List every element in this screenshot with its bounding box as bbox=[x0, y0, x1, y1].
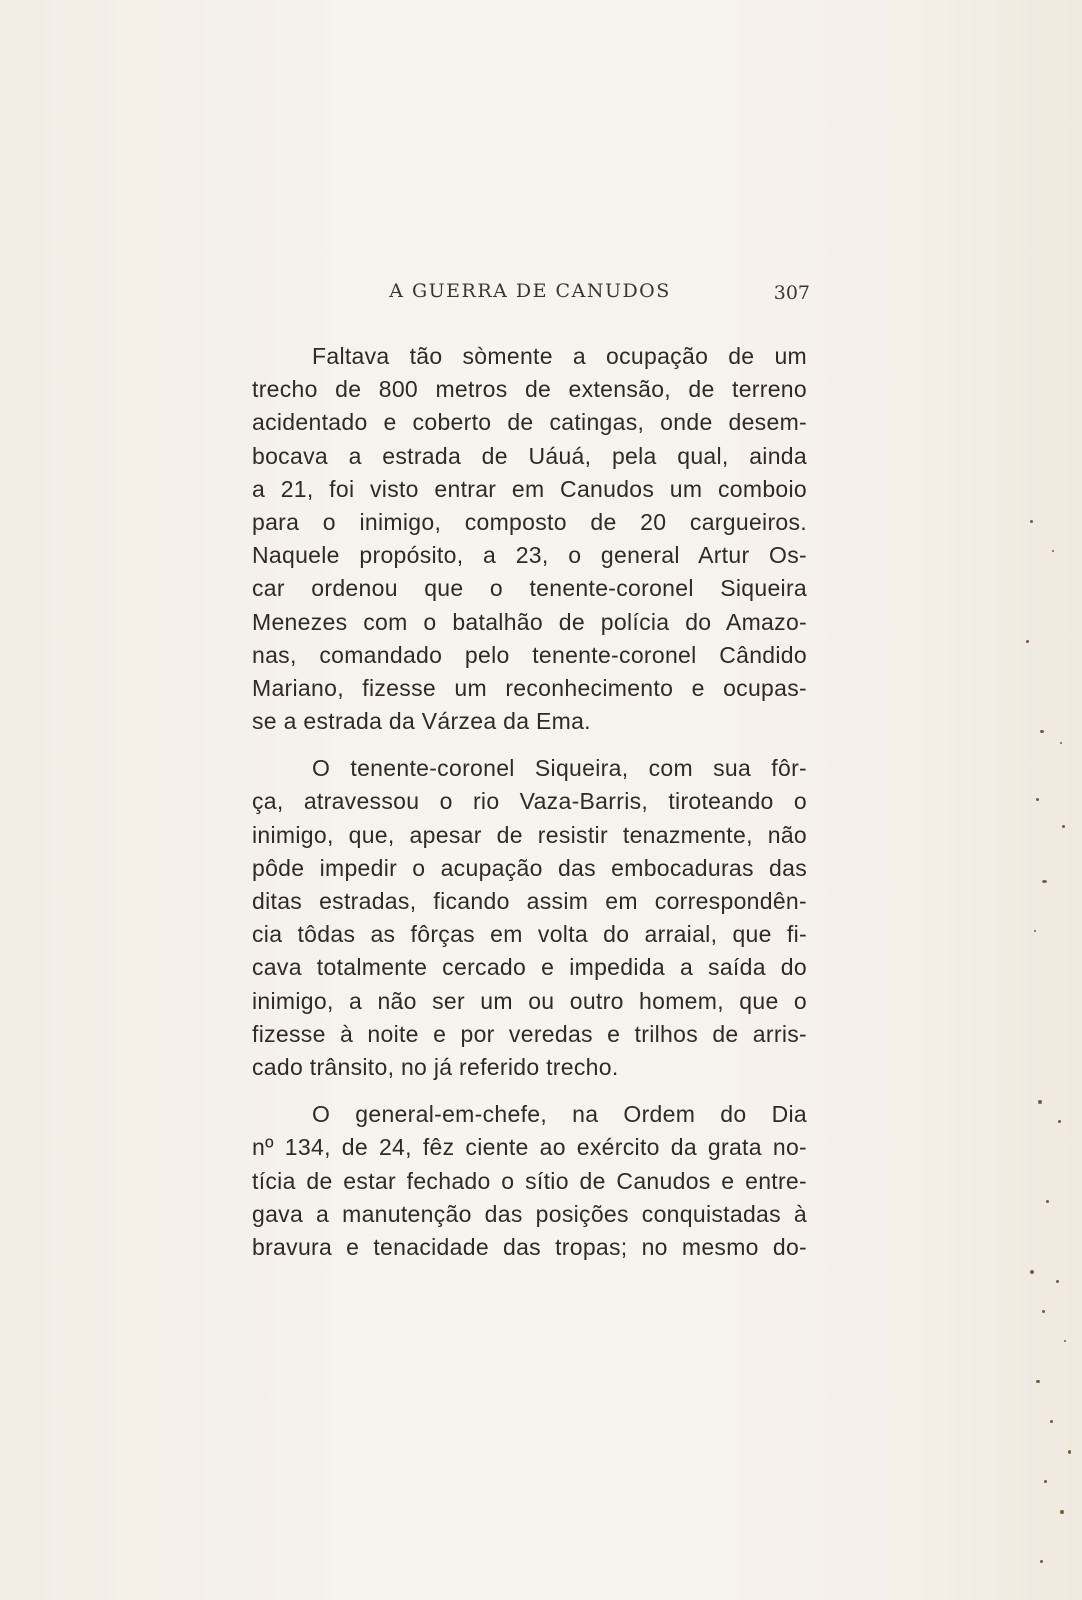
text-line: pôde impedir o acupação das embocaduras das bbox=[252, 854, 807, 881]
running-title: A GUERRA DE CANUDOS bbox=[389, 280, 671, 302]
foxing-speck bbox=[1042, 1310, 1045, 1313]
text-line: inimigo, que, apesar de resistir tenazmente, não bbox=[252, 821, 807, 848]
foxing-speck bbox=[1036, 798, 1039, 801]
foxing-speck bbox=[1042, 880, 1047, 883]
text-line: car ordenou que o tenente-coronel Siqueira bbox=[252, 575, 807, 602]
text-line: ça, atravessou o rio Vaza-Barris, tiroteando o bbox=[252, 788, 807, 815]
paragraph-3 bbox=[252, 1098, 807, 1264]
foxing-speck bbox=[1044, 1480, 1047, 1483]
page-number: 307 bbox=[773, 282, 810, 304]
running-header bbox=[250, 274, 810, 314]
text-line: bravura e tenacidade das tropas; no mesmo do- bbox=[252, 1233, 807, 1260]
foxing-speck bbox=[1038, 1100, 1042, 1104]
text-line: tícia de estar fechado o sítio de Canudos e entre- bbox=[252, 1167, 807, 1194]
foxing-speck bbox=[1064, 1340, 1066, 1342]
foxing-speck bbox=[1046, 1200, 1049, 1203]
text-line: Faltava tão sòmente a ocupação de um bbox=[312, 343, 807, 369]
text-line: cia tôdas as fôrças em volta do arraial, que fi- bbox=[252, 921, 807, 948]
paragraph-1 bbox=[252, 340, 807, 738]
text-line: se a estrada da Várzea da Ema. bbox=[252, 708, 591, 735]
foxing-speck bbox=[1060, 742, 1062, 744]
paragraph-2 bbox=[252, 752, 807, 1084]
foxing-speck bbox=[1036, 1380, 1040, 1383]
text-line: Naquele propósito, a 23, o general Artur Os- bbox=[252, 542, 807, 569]
foxing-speck bbox=[1068, 1450, 1071, 1454]
text-line: inimigo, a não ser um ou outro homem, que o bbox=[252, 987, 807, 1014]
text-line: cado trânsito, no já referido trecho. bbox=[252, 1053, 619, 1080]
foxing-speck bbox=[1040, 1560, 1043, 1563]
text-line: fizesse à noite e por veredas e trilhos de arris- bbox=[252, 1020, 807, 1047]
text-line: ditas estradas, ficando assim em correspondên- bbox=[252, 888, 807, 914]
foxing-speck bbox=[1058, 1120, 1061, 1123]
foxing-speck bbox=[1060, 1510, 1064, 1514]
foxing-speck bbox=[1050, 1420, 1053, 1423]
text-line: O tenente-coronel Siqueira, com sua fôr- bbox=[312, 755, 807, 782]
foxing-speck bbox=[1056, 1280, 1059, 1283]
paper-foxing-specks bbox=[1000, 480, 1082, 1600]
text-line: cava totalmente cercado e impedida a saída do bbox=[252, 954, 807, 981]
foxing-speck bbox=[1052, 550, 1054, 552]
body-text bbox=[252, 340, 807, 1278]
text-line: bocava a estrada de Uáuá, pela qual, ainda bbox=[252, 442, 807, 469]
text-line: Menezes com o batalhão de polícia do Amazo- bbox=[252, 608, 807, 635]
text-line: gava a manutenção das posições conquistadas à bbox=[252, 1200, 807, 1227]
text-line: para o inimigo, composto de 20 cargueiros. bbox=[252, 508, 807, 535]
foxing-speck bbox=[1062, 825, 1065, 828]
foxing-speck bbox=[1040, 730, 1044, 733]
foxing-speck bbox=[1034, 930, 1036, 932]
text-line: acidentado e coberto de catingas, onde desem- bbox=[252, 409, 807, 436]
foxing-speck bbox=[1026, 640, 1029, 643]
text-line: nas, comandado pelo tenente-coronel Cândido bbox=[252, 641, 807, 668]
foxing-speck bbox=[1030, 520, 1033, 523]
text-line: nº 134, de 24, fêz ciente ao exército da grata no- bbox=[252, 1134, 807, 1161]
text-line: a 21, foi visto entrar em Canudos um comboio bbox=[252, 475, 807, 502]
text-line: Mariano, fizesse um reconhecimento e ocupas- bbox=[252, 674, 807, 701]
text-line: trecho de 800 metros de extensão, de terreno bbox=[252, 376, 807, 403]
foxing-speck bbox=[1030, 1270, 1034, 1274]
text-line: O general-em-chefe, na Ordem do Dia bbox=[312, 1101, 807, 1128]
